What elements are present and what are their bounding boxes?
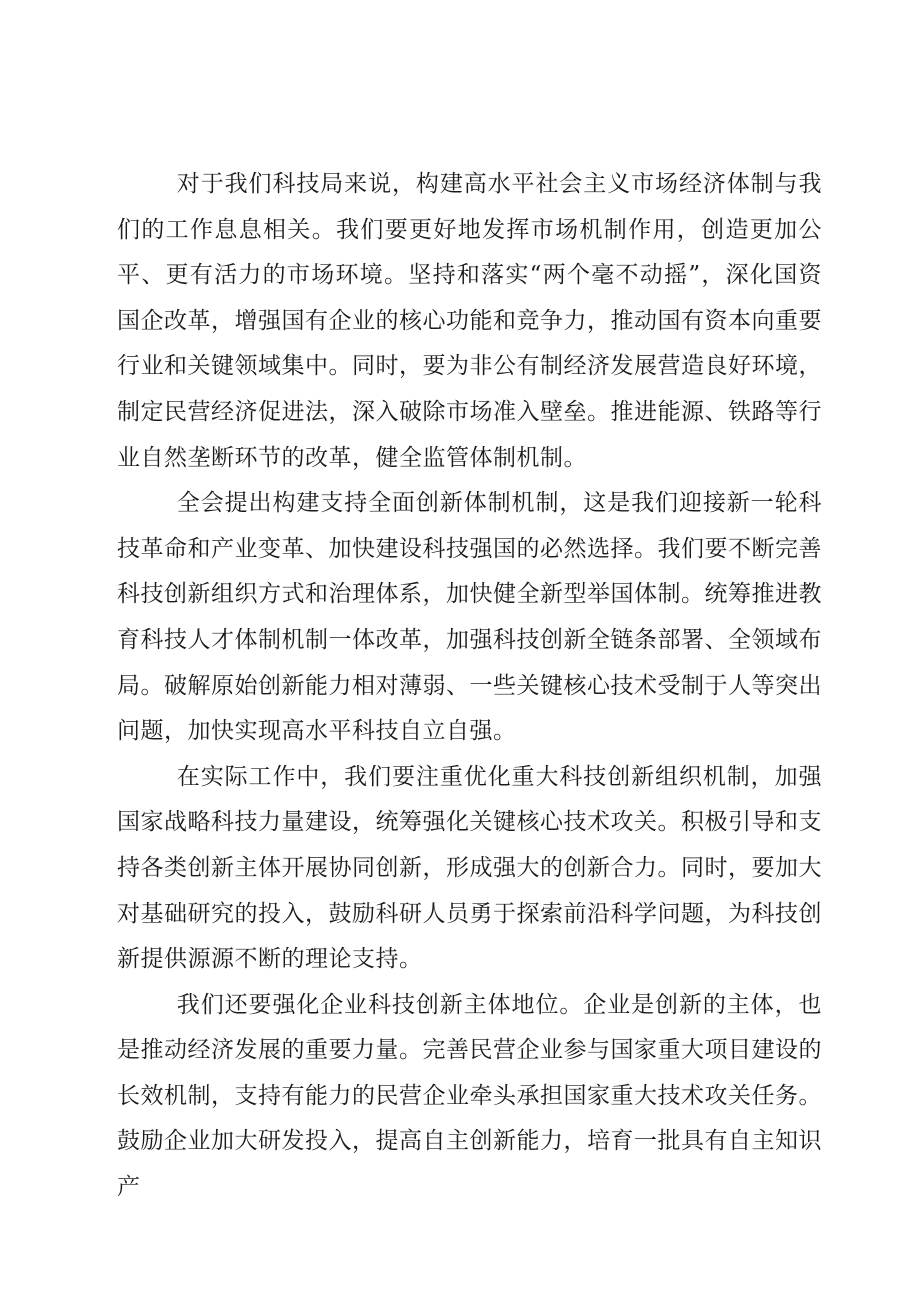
document-body [117, 162, 822, 1211]
paragraph-3: 在实际工作中，我们要注重优化重大科技创新组织机制，加强国家战略科技力量建设，统筹强化关键核心技术攻关。积极引导和支持各类创新主体开展协同创新，形成强大的创新合力。同时，要加大对基础研究的投入，鼓励科研人员勇于探索前沿科学问题，为科技创新提供源源不断的理论支持。 [117, 763, 822, 973]
paragraph-4: 我们还要强化企业科技创新主体地位。企业是创新的主体，也是推动经济发展的重要力量。完善民营企业参与国家重大项目建设的长效机制，支持有能力的民营企业牵头承担国家重大技术攻关任务。鼓励企业加大研发投入，提高自主创新能力，培育一批具有自主知识产 [117, 991, 822, 1201]
paragraph-1: 对于我们科技局来说，构建高水平社会主义市场经济体制与我们的工作息息相关。我们要更好地发挥市场机制作用，创造更加公平、更有活力的市场环境。坚持和落实“两个毫不动摇”，深化国资国企改革，增强国有企业的核心功能和竞争力，推动国有资本向重要行业和关键领域集中。同时，要为非公有制经济发展营造良好环境，制定民营经济促进法，深入破除市场准入壁垒。推进能源、铁路等行业自然垄断环节的改革，健全监管体制机制。 [117, 171, 822, 471]
paragraph-2: 全会提出构建支持全面创新体制机制，这是我们迎接新一轮科技革命和产业变革、加快建设科技强国的必然选择。我们要不断完善科技创新组织方式和治理体系，加快健全新型举国体制。统筹推进教育科技人才体制机制一体改革，加强科技创新全链条部署、全领域布局。破解原始创新能力相对薄弱、一些关键核心技术受制于人等突出问题，加快实现高水平科技自立自强。 [117, 490, 822, 745]
